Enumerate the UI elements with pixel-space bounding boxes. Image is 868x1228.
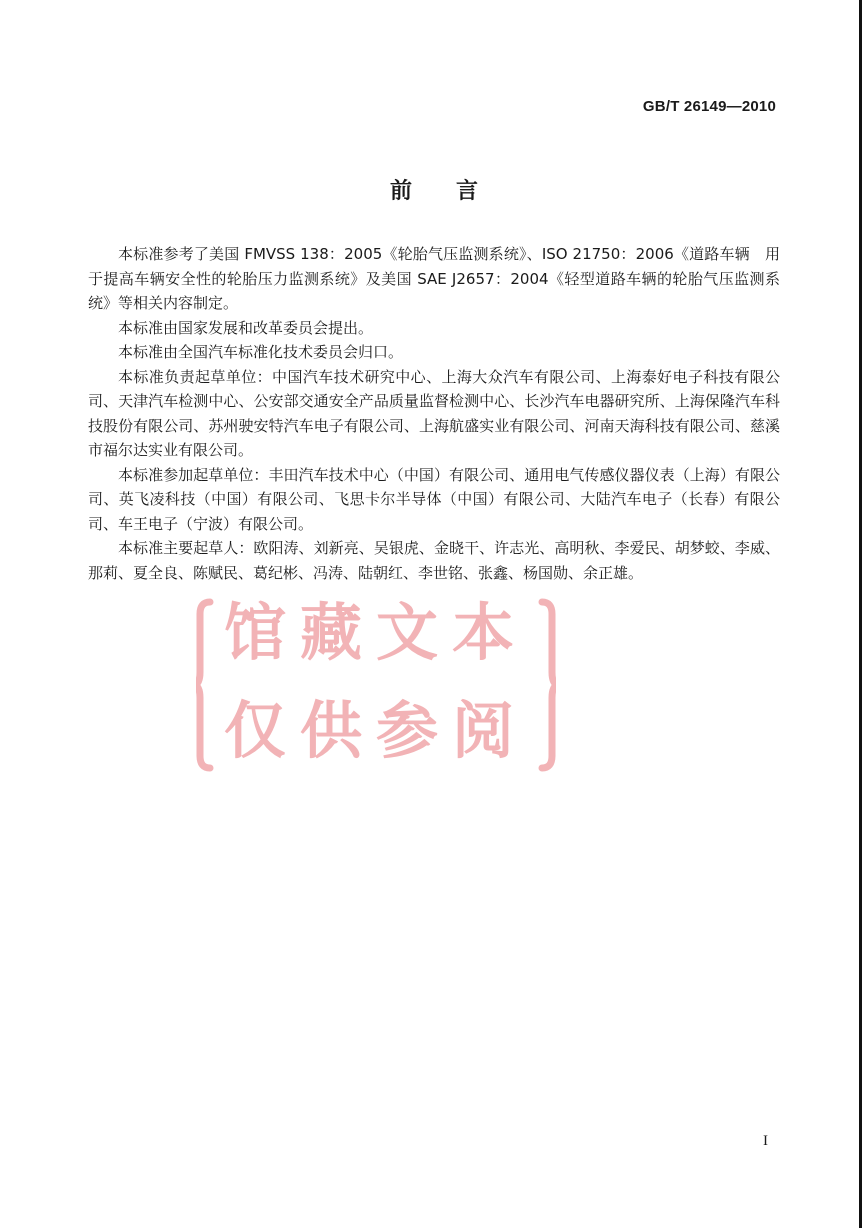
paragraph-proposer: 本标准由国家发展和改革委员会提出。 xyxy=(118,318,374,337)
paragraph-drafting-units: 本标准负责起草单位：中国汽车技术研究中心、上海大众汽车有限公司、上海泰好电子科技有限公司、天津汽车检测中心、公安部交通安全产品质量监督检测中心、长沙汽车电器研究所、上海保隆汽车科技股份有限公司、苏州驶安特汽车电子有限公司、上海航盛实业有限公司、河南天海科技有限公司、慈溪市福尔达实业有限公司。 xyxy=(88,367,780,459)
page-number: I xyxy=(763,1133,768,1149)
standard-number: GB/T 26149—2010 xyxy=(642,98,776,115)
paragraph-administrator: 本标准由全国汽车标准化技术委员会归口。 xyxy=(118,343,404,361)
library-stamp-watermark xyxy=(196,592,556,778)
page-title: 前言 xyxy=(389,179,522,204)
paragraph-drafters: 本标准主要起草人：欧阳涛、刘新亮、吴银虎、金晓干、许志光、高明秋、李爱民、胡梦蛟、李威、那莉、夏全良、陈赋民、葛纪彬、冯涛、陆朝红、李世铭、张鑫、杨国勋、余正雄。 xyxy=(88,539,780,582)
paragraph-references: 本标准参考了美国 FMVSS 138：2005《轮胎气压监测系统》、ISO 21750：2006《道路车辆 用于提高车辆安全性的轮胎压力监测系统》及美国 SAE J2657：2004《轻型道路车辆的轮胎气压监测系统》等相关内容制定。 xyxy=(88,245,780,312)
stamp-line-1: 馆藏文本 xyxy=(223,596,529,669)
stamp-line-2: 仅供参阅 xyxy=(223,694,529,767)
foreword-body xyxy=(88,242,780,585)
paragraph-participating-units: 本标准参加起草单位：丰田汽车技术中心（中国）有限公司、通用电气传感仪器仪表（上海）有限公司、英飞凌科技（中国）有限公司、飞思卡尔半导体（中国）有限公司、大陆汽车电子（长春）有限公司、车王电子（宁波）有限公司。 xyxy=(88,465,780,533)
